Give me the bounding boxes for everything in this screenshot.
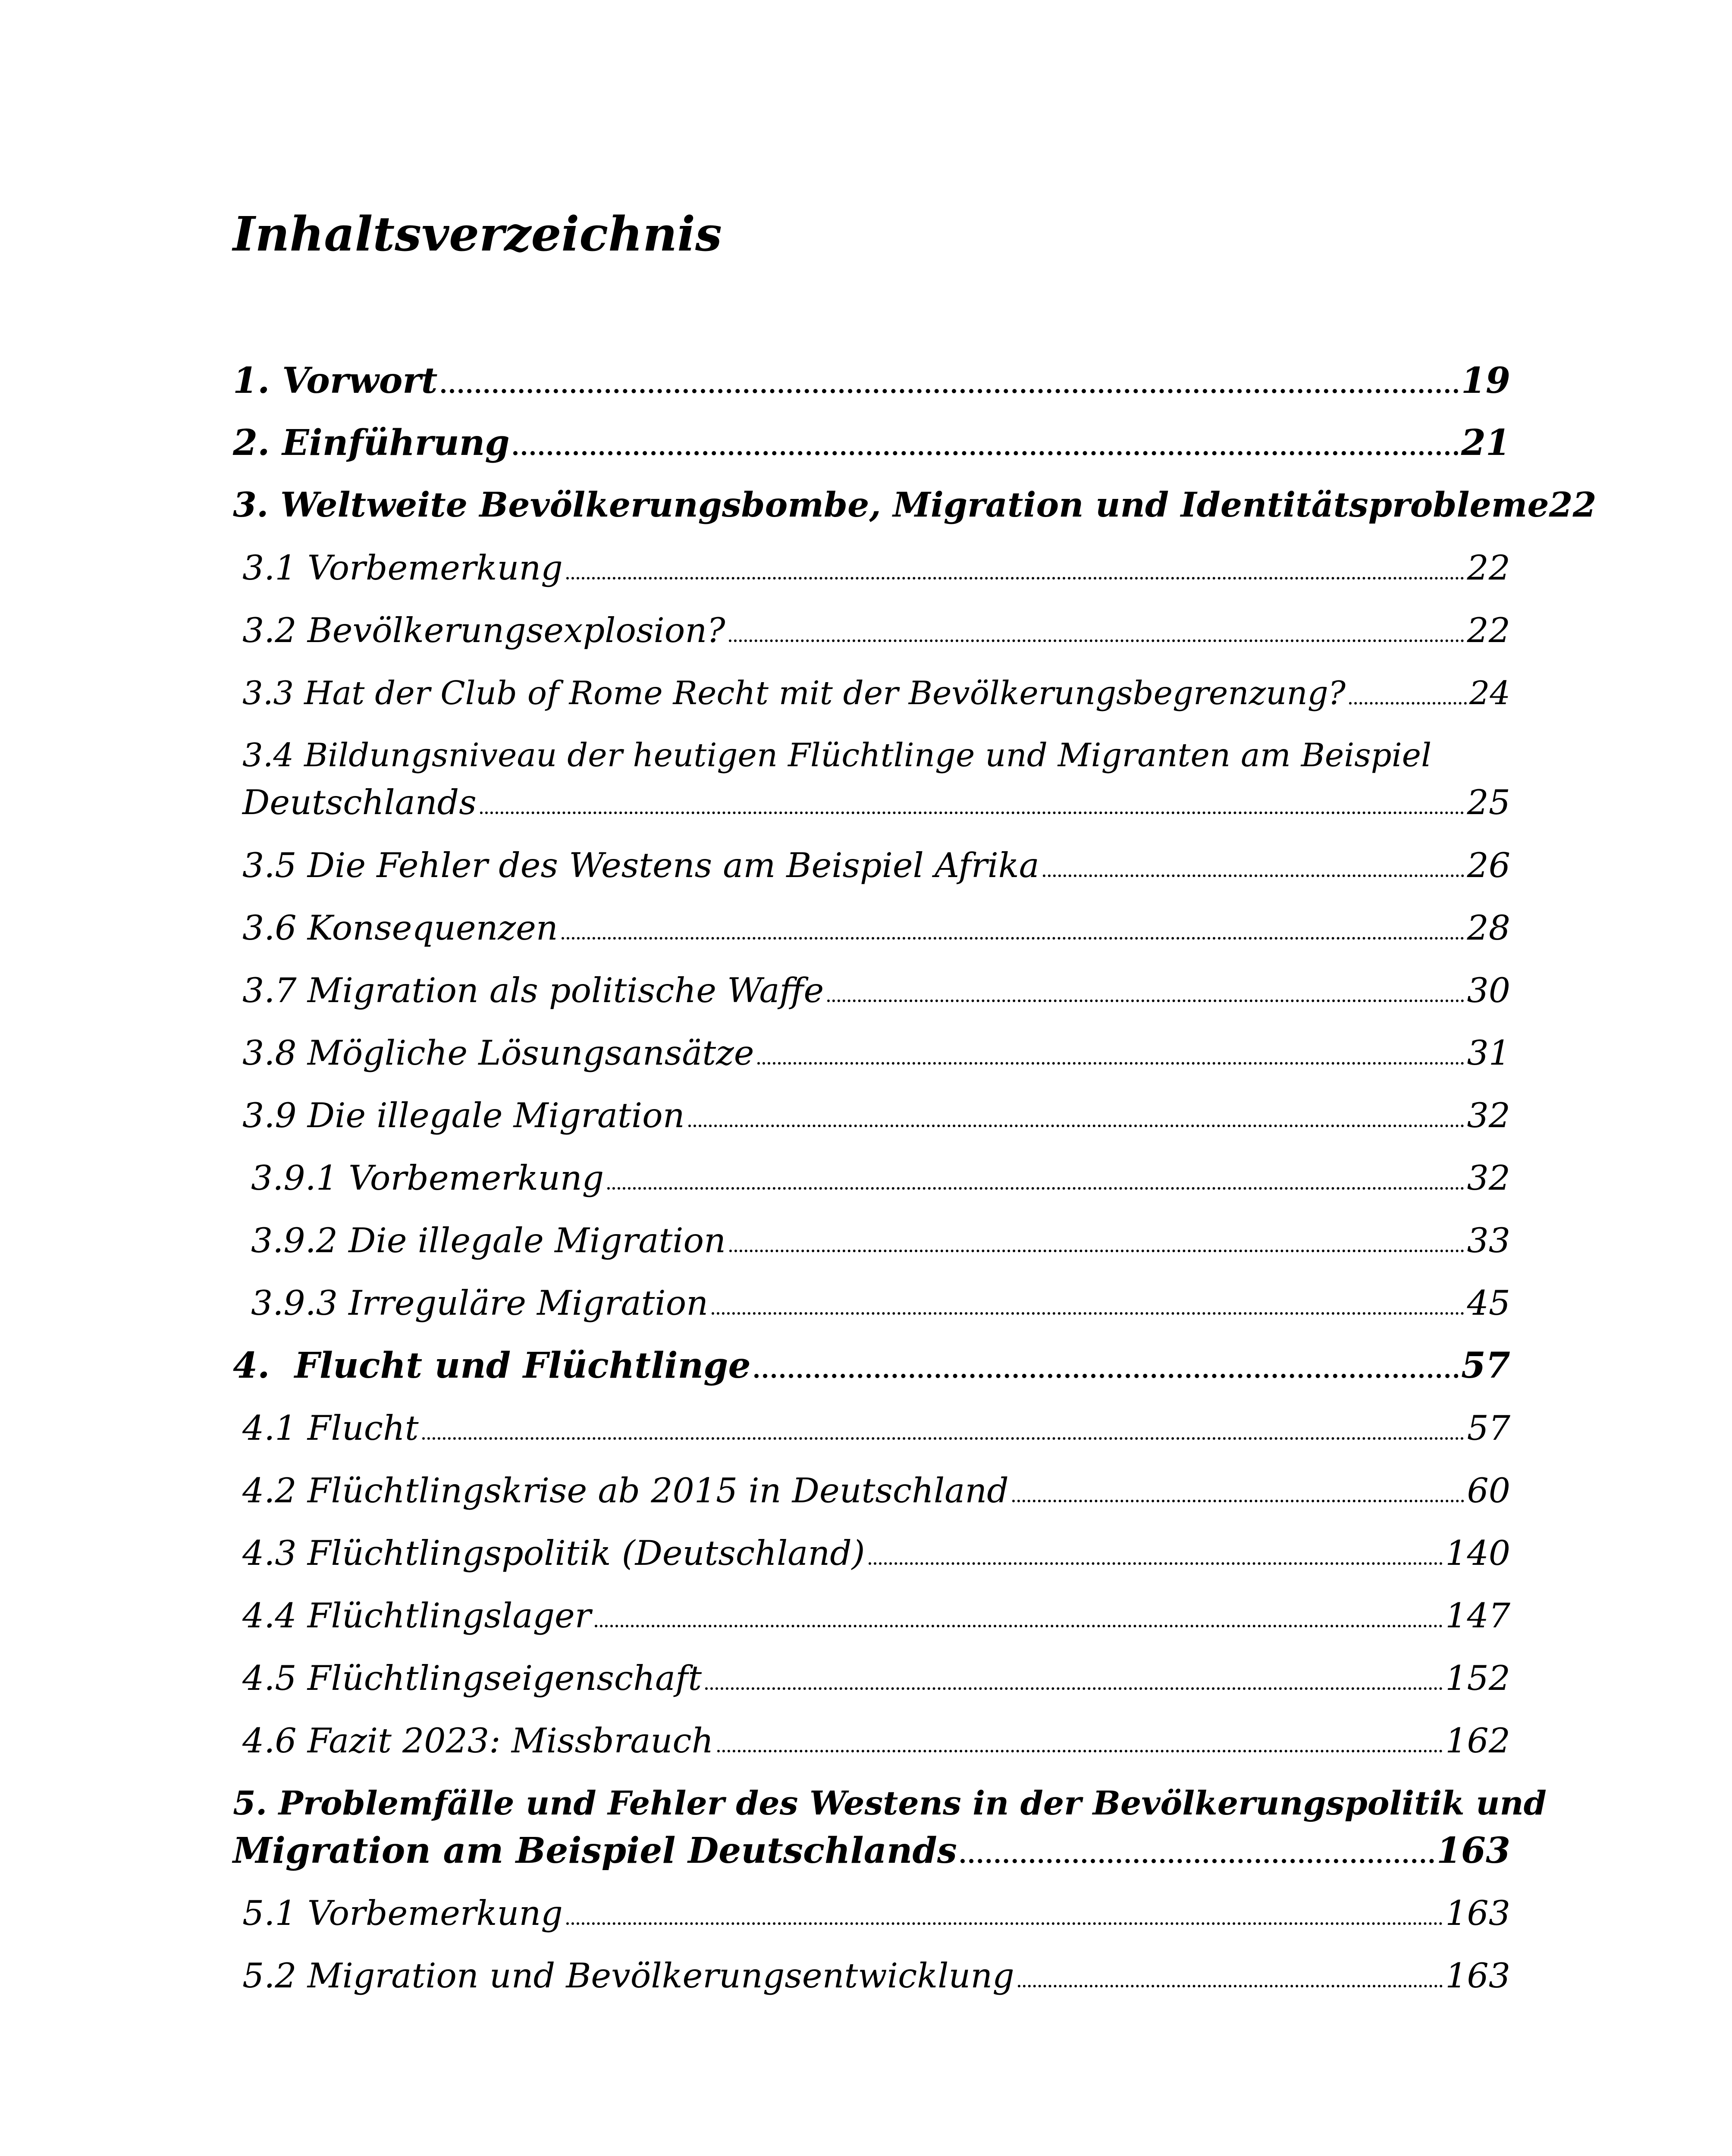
toc-entry-label: 2. Einführung — [233, 422, 510, 464]
dot-leader — [869, 1562, 1443, 1565]
toc-entry-3-7[interactable] — [242, 967, 1510, 1014]
toc-entry-label: Deutschlands — [242, 783, 477, 822]
toc-page-number: 60 — [1467, 1471, 1510, 1510]
toc-entry-3-9-3[interactable] — [251, 1279, 1510, 1327]
page-title: Inhaltsverzeichnis — [233, 206, 722, 262]
dot-leader — [1018, 1985, 1443, 1987]
toc-entry-kapitel-4[interactable] — [233, 1342, 1510, 1389]
toc-page-number: 57 — [1461, 1345, 1510, 1386]
toc-page-number: 25 — [1467, 783, 1510, 822]
toc-page-number: 57 — [1467, 1408, 1510, 1448]
toc-entry-label: 1. Vorwort — [233, 360, 438, 401]
toc-entry-5-1[interactable] — [242, 1890, 1510, 1937]
dot-leader — [754, 1374, 1459, 1378]
toc-entry-label: 4.4 Flüchtlingslager — [242, 1596, 591, 1636]
toc-page-number: 45 — [1467, 1283, 1510, 1323]
dot-leader — [422, 1437, 1465, 1440]
toc-page-number: 24 — [1469, 674, 1510, 712]
toc-entry-kapitel-5[interactable] — [233, 1827, 1510, 1874]
dot-leader — [960, 1859, 1434, 1863]
toc-entry-label: 5.2 Migration und Bevölkerungsentwicklung — [242, 1956, 1014, 1996]
toc-page-number: 163 — [1436, 1830, 1510, 1871]
dot-leader — [595, 1625, 1443, 1627]
toc-page-number: 22 — [1467, 611, 1510, 650]
toc-entry-label: 5.1 Vorbemerkung — [242, 1893, 563, 1933]
toc-entry-label: 3.5 Die Fehler des Westens am Beispiel Afrika — [242, 846, 1039, 885]
toc-entry-label: Migration am Beispiel Deutschlands — [233, 1830, 957, 1871]
toc-entry-label: 3.9 Die illegale Migration — [242, 1096, 685, 1135]
toc-page-number: 19 — [1461, 360, 1510, 401]
toc-entry-4-6[interactable] — [242, 1717, 1510, 1764]
toc-entry-label: 4. Flucht und Flüchtlinge — [233, 1345, 751, 1386]
toc-entry-einfuehrung[interactable] — [233, 419, 1510, 467]
dot-leader — [757, 1062, 1464, 1065]
toc-entry-label: 4.6 Fazit 2023: Missbrauch — [242, 1721, 714, 1761]
toc-entry-3-9-2[interactable] — [251, 1217, 1510, 1264]
dot-leader — [513, 451, 1459, 455]
toc-page-number: 33 — [1467, 1221, 1510, 1260]
dot-leader — [729, 1250, 1464, 1252]
dot-leader — [566, 1922, 1443, 1925]
dot-leader — [1012, 1500, 1465, 1502]
toc-page-number: 162 — [1445, 1721, 1510, 1761]
toc-entry-vorwort[interactable] — [233, 357, 1510, 404]
toc-entry-label: 3.9.3 Irreguläre Migration — [251, 1283, 709, 1323]
toc-page-number: 163 — [1445, 1956, 1510, 1996]
toc-entry-label: 3.9.1 Vorbemerkung — [251, 1158, 604, 1198]
toc-page-number: 28 — [1467, 908, 1510, 948]
toc-entry-label: 3.3 Hat der Club of Rome Recht mit der Bevölkerungsbegrenzung? — [242, 674, 1346, 712]
toc-entry-3-4-line1[interactable]: 3.4 Bildungsniveau der heutigen Flüchtlinge und Migranten am Beispiel — [242, 736, 1432, 774]
toc-entry-4-5[interactable] — [242, 1655, 1510, 1702]
toc-entry-5-2[interactable] — [242, 1952, 1510, 1999]
toc-page-number: 26 — [1467, 846, 1510, 885]
toc-entry-3-4[interactable] — [242, 779, 1510, 826]
dot-leader — [688, 1125, 1465, 1127]
toc-entry-label: 3.2 Bevölkerungsexplosion? — [242, 611, 725, 650]
toc-entry-3-5[interactable] — [242, 842, 1510, 889]
dot-leader — [566, 577, 1465, 580]
toc-entry-3-1[interactable] — [242, 544, 1510, 592]
toc-entry-3-9-1[interactable] — [251, 1154, 1510, 1202]
toc-page-number: 31 — [1467, 1033, 1510, 1073]
toc-entry-label: 4.1 Flucht — [242, 1408, 419, 1448]
toc-entry-4-1[interactable] — [242, 1404, 1510, 1452]
toc-entry-3-6[interactable] — [242, 904, 1510, 952]
toc-page-number: 152 — [1445, 1658, 1510, 1698]
toc-page-number: 147 — [1445, 1596, 1510, 1636]
toc-page-number: 32 — [1467, 1096, 1510, 1135]
toc-page-number: 140 — [1445, 1533, 1510, 1573]
toc-page-number: 30 — [1467, 971, 1510, 1010]
toc-entry-4-3[interactable] — [242, 1529, 1510, 1577]
dot-leader — [441, 389, 1459, 393]
toc-entry-label: 3.7 Migration als politische Waffe — [242, 971, 824, 1010]
toc-entry-label: 4.5 Flüchtlingseigenschaft — [242, 1658, 702, 1698]
toc-entry-kapitel-3[interactable] — [233, 481, 1597, 529]
toc-page-number: 163 — [1445, 1893, 1510, 1933]
dot-leader — [480, 812, 1465, 814]
dot-leader — [562, 937, 1465, 940]
toc-entry-4-4[interactable] — [242, 1592, 1510, 1639]
toc-entry-kapitel-5-line1[interactable]: 5. Problemfälle und Fehler des Westens in der Bevölkerungspolitik und — [233, 1784, 1547, 1822]
dot-leader — [729, 639, 1465, 642]
toc-page-number: 21 — [1461, 422, 1510, 464]
toc-entry-3-3[interactable] — [242, 669, 1510, 717]
toc-entry-label: 3. Weltweite Bevölkerungsbombe, Migration und Identitätsprobleme — [233, 485, 1549, 525]
toc-page-number: 22 — [1549, 485, 1597, 525]
toc-entry-label: 4.3 Flüchtlingspolitik (Deutschland) — [242, 1533, 865, 1573]
toc-entry-label: 3.1 Vorbemerkung — [242, 548, 563, 588]
toc-entry-4-2[interactable] — [242, 1467, 1510, 1514]
dot-leader — [712, 1312, 1464, 1315]
toc-entry-label: 3.6 Konsequenzen — [242, 908, 558, 948]
dot-leader — [827, 1000, 1464, 1002]
toc-entry-3-9[interactable] — [242, 1092, 1510, 1139]
toc-page-number: 22 — [1467, 548, 1510, 588]
toc-entry-label: 4.2 Flüchtlingskrise ab 2015 in Deutschland — [242, 1471, 1009, 1510]
toc-entry-3-2[interactable] — [242, 607, 1510, 654]
toc-page-number: 32 — [1467, 1158, 1510, 1198]
dot-leader — [705, 1687, 1443, 1690]
toc-entry-3-8[interactable] — [242, 1029, 1510, 1077]
toc-entry-label: 3.9.2 Die illegale Migration — [251, 1221, 726, 1260]
dot-leader — [1349, 702, 1467, 705]
dot-leader — [607, 1187, 1464, 1190]
toc-entry-label: 3.8 Mögliche Lösungsansätze — [242, 1033, 754, 1073]
dot-leader — [717, 1750, 1443, 1752]
dot-leader — [1043, 874, 1465, 877]
